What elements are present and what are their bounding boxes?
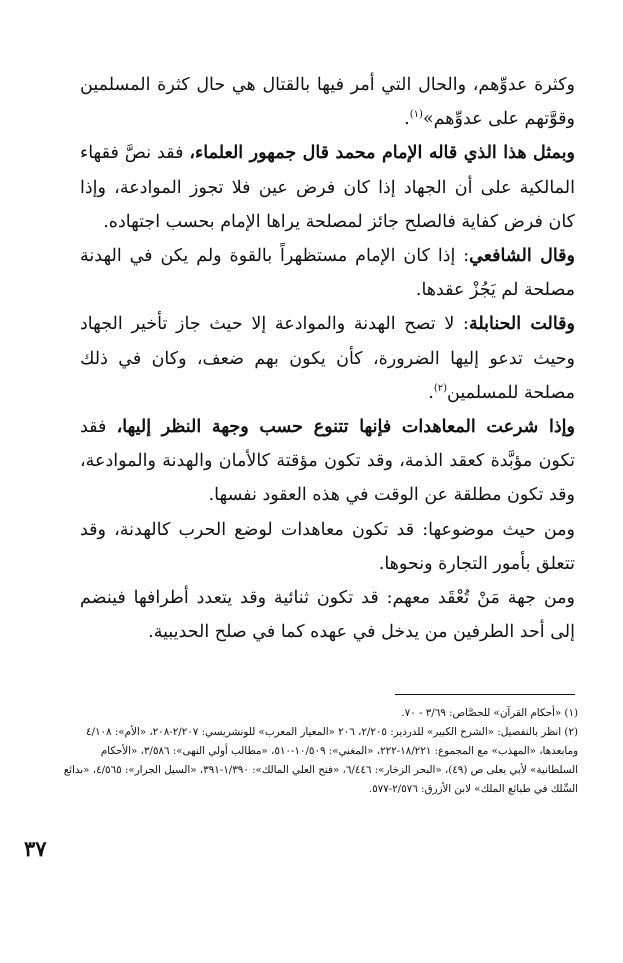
footnote-1: (١) «أحكام القرآن» للجصَّاص: ٣/٦٩ - ٧٠. — [401, 707, 578, 719]
main-text — [80, 68, 575, 649]
paragraph-6 — [80, 513, 575, 581]
paragraph-5 — [80, 410, 575, 513]
paragraph-3-lead: وقال الشافعي — [469, 246, 575, 267]
paragraph-7-text: ومن جهة مَنْ تُعْقَد معهم: قد تكون ثنائية وقد يتعدد أطرافها فينضم إلى أحد الطرفين من يدخل في عهده كما في صلح الحديبية. — [80, 588, 575, 643]
paragraph-3 — [80, 239, 575, 307]
paragraph-4 — [80, 307, 575, 410]
paragraph-5-lead: وإذا شرعت المعاهدات فإنها تتنوع حسب وجهة النظر إليها، — [116, 417, 575, 438]
footnote-ref-1[interactable]: (١) — [409, 109, 423, 121]
page-number: ٣٧ — [24, 836, 47, 861]
paragraph-2-text: فقد نصَّ فقهاء المالكية على أن الجهاد إذا كان فرض عين فلا تجوز الموادعة، وإذا كان فرض كفاية فالصلح جائز لمصلحة يراها الإمام بحسب اجتهاده. — [80, 143, 575, 232]
footnote-ref-2[interactable]: (٢) — [433, 383, 448, 394]
footnote-2: (٢) انظر بالتفصيل: «الشرح الكبير» للدردير: ٢/٢٠٥، ٢٠٦ «المعيار المعرب» للونشريسي: ٢/٢٠٧-٢٠٨، «الأم»: ٤/١٠٨ ومابعدها، «المهذب» مع المجموع: ١٨/٢٢١-٢٢٢، «المغني»: ١٠/٥٠٩-٥١٠، «مطالب أولي النهى»: ٣/٥٨٦، «الأحكام السلطانية» لأبي يعلى ص (٤٩)، «البحر الزخار»: ٦/٤٤٦، «فتح العلي المالك»: ١/٣٩٠-٣٩١، «السيل الجرار»: ٤/٥٦٥، «بدائع السِّلك في طبائع الملك» لابن الأزرق: ٢/٥٧٦-٥٧٧. — [63, 726, 578, 795]
footnotes — [62, 704, 578, 799]
paragraph-5-text: فقد تكون مؤبَّدة كعقد الذمة، وقد تكون مؤقتة كالأمان والهدنة والموادعة، وقد تكون مطلقة عن الوقت في هذه العقود نفسها. — [80, 417, 575, 506]
paragraph-4-lead: وقالت الحنابلة — [468, 314, 575, 335]
paragraph-2-lead: وبمثل هذا الذي قاله الإمام محمد قال جمهور العلماء، — [189, 143, 575, 164]
paragraph-4-text: : لا تصح الهدنة والموادعة إلا حيث جاز تأخير الجهاد وحيث تدعو إليها الضرورة، كأن يكون بهم ضعف، وكان في ذلك مصلحة للمسلمين — [80, 314, 575, 403]
paragraph-1-tail: . — [404, 109, 410, 130]
paragraph-1 — [80, 68, 575, 136]
paragraph-2 — [80, 136, 575, 239]
paragraph-3-text: : إذا كان الإمام مستظهراً بالقوة ولم يكن في الهدنة مصلحة لم يَجُزْ عقدها. — [80, 246, 575, 301]
paragraph-7 — [80, 581, 575, 649]
paragraph-4-tail: . — [428, 382, 434, 403]
paragraph-6-text: ومن حيث موضوعها: قد تكون معاهدات لوضع الحرب كالهدنة، وقد تتعلق بأمور التجارة ونحوها. — [80, 519, 575, 574]
footnote-separator — [395, 694, 575, 695]
paragraph-1-text: وكثرة عدوِّهم، والحال التي أمر فيها بالقتال هي حال كثرة المسلمين وقوَّتهم على عدوِّهم» — [80, 75, 575, 130]
